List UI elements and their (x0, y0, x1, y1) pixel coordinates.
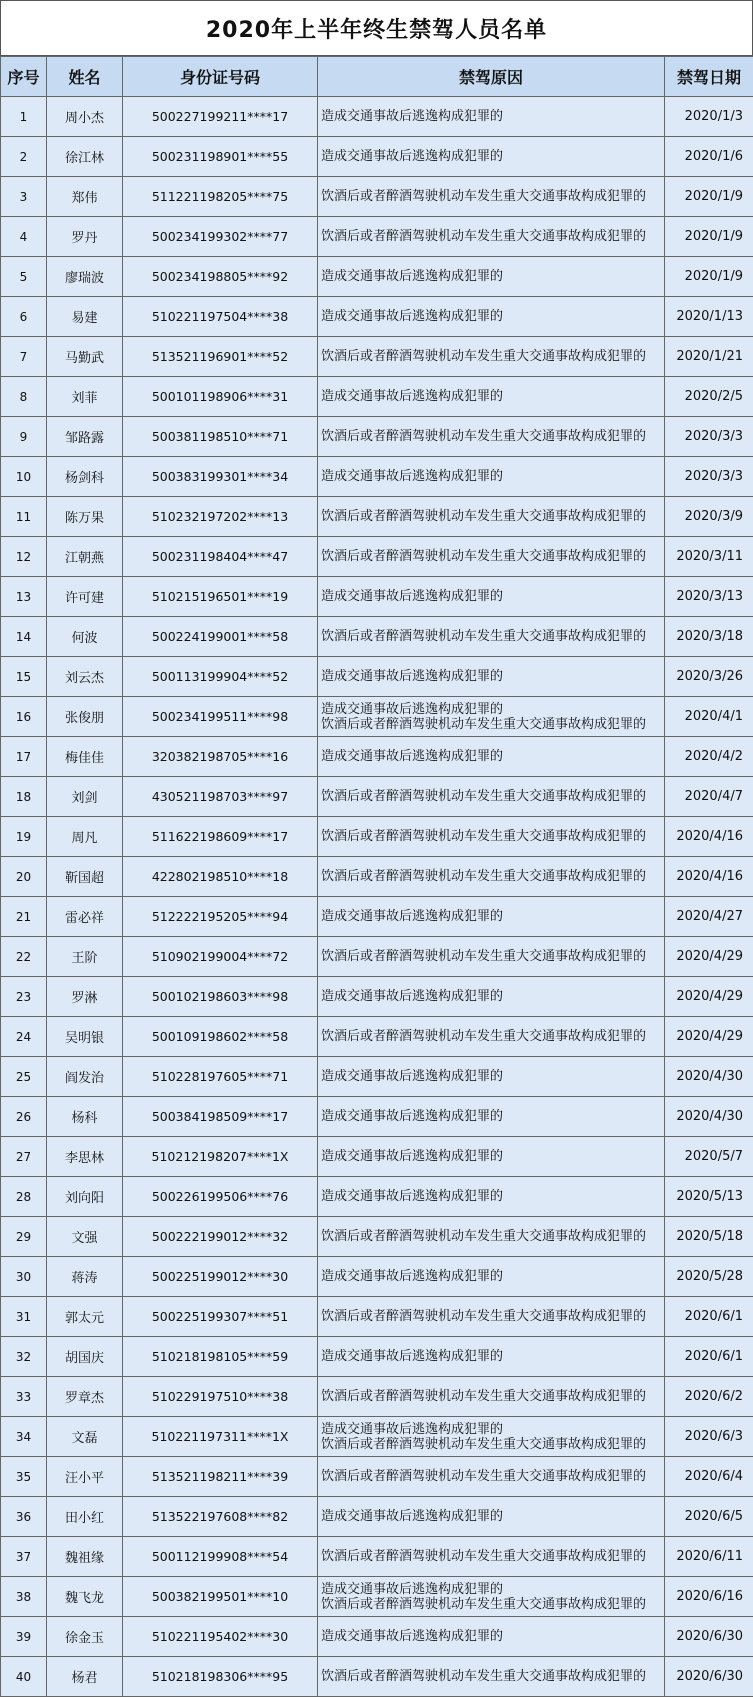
reason-line: 造成交通事故后逃逸构成犯罪的 (321, 1189, 504, 1204)
cell-number: 18 (1, 777, 47, 817)
cell-ban-date: 2020/1/9 (665, 257, 753, 297)
table-row (1, 577, 753, 617)
reason-line: 造成交通事故后逃逸构成犯罪的 (321, 1269, 504, 1284)
table-row (1, 457, 753, 497)
cell-number: 30 (1, 1257, 47, 1297)
cell-number: 34 (1, 1417, 47, 1457)
cell-name: 刘剑 (47, 777, 123, 817)
cell-ban-date: 2020/4/29 (665, 1017, 753, 1057)
table-row (1, 417, 753, 457)
cell-name: 易建 (47, 297, 123, 337)
cell-reason (318, 617, 665, 657)
cell-ban-date: 2020/6/1 (665, 1297, 753, 1337)
cell-id-number: 500113199904****52 (123, 657, 318, 697)
reason-line: 饮酒后或者醉酒驾驶机动车发生重大交通事故构成犯罪的 (321, 949, 647, 964)
cell-name: 蒋涛 (47, 1257, 123, 1297)
cell-ban-date: 2020/4/29 (665, 937, 753, 977)
cell-id-number: 430521198703****97 (123, 777, 318, 817)
cell-ban-date: 2020/4/30 (665, 1097, 753, 1137)
cell-number: 37 (1, 1537, 47, 1577)
table-row (1, 1057, 753, 1097)
reason-line: 饮酒后或者醉酒驾驶机动车发生重大交通事故构成犯罪的 (321, 189, 647, 204)
cell-reason (318, 497, 665, 537)
table-body (1, 97, 753, 1697)
column-header-date: 禁驾日期 (665, 57, 753, 97)
cell-reason (318, 377, 665, 417)
cell-id-number: 510228197605****71 (123, 1057, 318, 1097)
table-row (1, 1537, 753, 1577)
table-row (1, 1377, 753, 1417)
cell-id-number: 511221198205****75 (123, 177, 318, 217)
cell-id-number: 500381198510****71 (123, 417, 318, 457)
cell-name: 梅佳佳 (47, 737, 123, 777)
cell-number: 25 (1, 1057, 47, 1097)
cell-reason (318, 977, 665, 1017)
cell-name: 吴明银 (47, 1017, 123, 1057)
table-row (1, 1417, 753, 1457)
table-row (1, 977, 753, 1017)
cell-name: 文强 (47, 1217, 123, 1257)
cell-reason (318, 937, 665, 977)
cell-name: 文磊 (47, 1417, 123, 1457)
cell-reason (318, 1537, 665, 1577)
cell-ban-date: 2020/6/2 (665, 1377, 753, 1417)
cell-reason (318, 457, 665, 497)
table-row (1, 1577, 753, 1617)
reason-line: 造成交通事故后逃逸构成犯罪的 (321, 1421, 504, 1437)
cell-name: 罗淋 (47, 977, 123, 1017)
cell-number: 35 (1, 1457, 47, 1497)
cell-name: 田小红 (47, 1497, 123, 1537)
reason-line: 饮酒后或者醉酒驾驶机动车发生重大交通事故构成犯罪的 (321, 1436, 647, 1452)
cell-number: 3 (1, 177, 47, 217)
table-row (1, 777, 753, 817)
cell-number: 13 (1, 577, 47, 617)
table-row (1, 1497, 753, 1537)
reason-line: 饮酒后或者醉酒驾驶机动车发生重大交通事故构成犯罪的 (321, 1389, 647, 1404)
cell-ban-date: 2020/5/28 (665, 1257, 753, 1297)
cell-ban-date: 2020/3/3 (665, 457, 753, 497)
cell-name: 罗章杰 (47, 1377, 123, 1417)
table-row (1, 1657, 753, 1697)
reason-line: 造成交通事故后逃逸构成犯罪的 (321, 701, 504, 717)
cell-id-number: 513521196901****52 (123, 337, 318, 377)
reason-line: 造成交通事故后逃逸构成犯罪的 (321, 269, 504, 284)
cell-number: 5 (1, 257, 47, 297)
reason-line: 造成交通事故后逃逸构成犯罪的 (321, 1349, 504, 1364)
cell-ban-date: 2020/6/30 (665, 1657, 753, 1697)
cell-reason (318, 737, 665, 777)
cell-id-number: 510232197202****13 (123, 497, 318, 537)
table-row (1, 1137, 753, 1177)
cell-reason (318, 1617, 665, 1657)
cell-number: 12 (1, 537, 47, 577)
cell-id-number: 500234199302****77 (123, 217, 318, 257)
cell-id-number: 510221197311****1X (123, 1417, 318, 1457)
cell-name: 江朝燕 (47, 537, 123, 577)
cell-reason (318, 1577, 665, 1617)
cell-number: 11 (1, 497, 47, 537)
reason-line: 饮酒后或者醉酒驾驶机动车发生重大交通事故构成犯罪的 (321, 1029, 647, 1044)
table-row (1, 857, 753, 897)
cell-number: 19 (1, 817, 47, 857)
cell-ban-date: 2020/1/6 (665, 137, 753, 177)
reason-line: 造成交通事故后逃逸构成犯罪的 (321, 1509, 504, 1524)
cell-ban-date: 2020/5/13 (665, 1177, 753, 1217)
table-row (1, 937, 753, 977)
column-header-name: 姓名 (47, 57, 123, 97)
cell-name: 许可建 (47, 577, 123, 617)
cell-name: 郑伟 (47, 177, 123, 217)
cell-id-number: 510218198306****95 (123, 1657, 318, 1697)
cell-reason (318, 817, 665, 857)
cell-reason (318, 337, 665, 377)
cell-reason (318, 417, 665, 457)
table-row (1, 697, 753, 737)
cell-id-number: 500112199908****54 (123, 1537, 318, 1577)
cell-name: 雷必祥 (47, 897, 123, 937)
cell-reason (318, 1057, 665, 1097)
cell-reason (318, 657, 665, 697)
cell-reason (318, 1457, 665, 1497)
cell-name: 邹路露 (47, 417, 123, 457)
cell-number: 31 (1, 1297, 47, 1337)
cell-name: 刘向阳 (47, 1177, 123, 1217)
table-row (1, 617, 753, 657)
reason-line: 饮酒后或者醉酒驾驶机动车发生重大交通事故构成犯罪的 (321, 869, 647, 884)
cell-ban-date: 2020/6/5 (665, 1497, 753, 1537)
cell-number: 15 (1, 657, 47, 697)
cell-reason (318, 1417, 665, 1457)
cell-ban-date: 2020/4/16 (665, 857, 753, 897)
cell-number: 29 (1, 1217, 47, 1257)
cell-name: 徐金玉 (47, 1617, 123, 1657)
cell-name: 何波 (47, 617, 123, 657)
reason-line: 造成交通事故后逃逸构成犯罪的 (321, 989, 504, 1004)
cell-name: 廖瑞波 (47, 257, 123, 297)
cell-reason (318, 177, 665, 217)
table-row (1, 657, 753, 697)
cell-ban-date: 2020/4/2 (665, 737, 753, 777)
cell-reason (318, 777, 665, 817)
cell-ban-date: 2020/4/27 (665, 897, 753, 937)
cell-ban-date: 2020/6/4 (665, 1457, 753, 1497)
cell-ban-date: 2020/5/7 (665, 1137, 753, 1177)
cell-id-number: 510221197504****38 (123, 297, 318, 337)
reason-line: 造成交通事故后逃逸构成犯罪的 (321, 309, 504, 324)
table-row (1, 137, 753, 177)
reason-line: 造成交通事故后逃逸构成犯罪的 (321, 909, 504, 924)
cell-name: 杨君 (47, 1657, 123, 1697)
cell-reason (318, 537, 665, 577)
cell-name: 刘菲 (47, 377, 123, 417)
cell-number: 8 (1, 377, 47, 417)
reason-line: 饮酒后或者醉酒驾驶机动车发生重大交通事故构成犯罪的 (321, 549, 647, 564)
cell-reason (318, 1097, 665, 1137)
cell-name: 徐江林 (47, 137, 123, 177)
reason-line: 饮酒后或者醉酒驾驶机动车发生重大交通事故构成犯罪的 (321, 1669, 647, 1684)
reason-line: 饮酒后或者醉酒驾驶机动车发生重大交通事故构成犯罪的 (321, 829, 647, 844)
table-row (1, 897, 753, 937)
cell-reason (318, 897, 665, 937)
table-row (1, 217, 753, 257)
cell-id-number: 500222199012****32 (123, 1217, 318, 1257)
table-row (1, 177, 753, 217)
cell-number: 20 (1, 857, 47, 897)
reason-line: 饮酒后或者醉酒驾驶机动车发生重大交通事故构成犯罪的 (321, 1229, 647, 1244)
cell-reason (318, 297, 665, 337)
reason-line: 造成交通事故后逃逸构成犯罪的 (321, 669, 504, 684)
cell-id-number: 500225199307****51 (123, 1297, 318, 1337)
cell-number: 39 (1, 1617, 47, 1657)
cell-name: 张俊朋 (47, 697, 123, 737)
reason-line: 饮酒后或者醉酒驾驶机动车发生重大交通事故构成犯罪的 (321, 1309, 647, 1324)
cell-id-number: 320382198705****16 (123, 737, 318, 777)
reason-line: 造成交通事故后逃逸构成犯罪的 (321, 109, 504, 124)
cell-ban-date: 2020/4/16 (665, 817, 753, 857)
cell-id-number: 500234199511****98 (123, 697, 318, 737)
cell-name: 汪小平 (47, 1457, 123, 1497)
cell-name: 魏飞龙 (47, 1577, 123, 1617)
cell-number: 24 (1, 1017, 47, 1057)
cell-id-number: 500225199012****30 (123, 1257, 318, 1297)
cell-name: 周凡 (47, 817, 123, 857)
cell-number: 40 (1, 1657, 47, 1697)
cell-number: 7 (1, 337, 47, 377)
cell-ban-date: 2020/6/1 (665, 1337, 753, 1377)
cell-ban-date: 2020/6/3 (665, 1417, 753, 1457)
cell-id-number: 510218198105****59 (123, 1337, 318, 1377)
cell-ban-date: 2020/1/9 (665, 217, 753, 257)
table-row (1, 1177, 753, 1217)
cell-number: 10 (1, 457, 47, 497)
cell-reason (318, 1137, 665, 1177)
cell-reason (318, 217, 665, 257)
cell-reason (318, 1337, 665, 1377)
column-header-number: 序号 (1, 57, 47, 97)
cell-name: 阎发治 (47, 1057, 123, 1097)
cell-name: 周小杰 (47, 97, 123, 137)
cell-name: 陈万果 (47, 497, 123, 537)
table-row (1, 817, 753, 857)
cell-id-number: 500224199001****58 (123, 617, 318, 657)
cell-ban-date: 2020/3/18 (665, 617, 753, 657)
reason-line: 造成交通事故后逃逸构成犯罪的 (321, 469, 504, 484)
cell-ban-date: 2020/5/18 (665, 1217, 753, 1257)
reason-line: 造成交通事故后逃逸构成犯罪的 (321, 589, 504, 604)
cell-name: 马勤武 (47, 337, 123, 377)
cell-name: 胡国庆 (47, 1337, 123, 1377)
cell-name: 魏祖缘 (47, 1537, 123, 1577)
cell-id-number: 500383199301****34 (123, 457, 318, 497)
cell-id-number: 500382199501****10 (123, 1577, 318, 1617)
cell-reason (318, 1177, 665, 1217)
cell-ban-date: 2020/1/9 (665, 177, 753, 217)
cell-number: 22 (1, 937, 47, 977)
cell-ban-date: 2020/4/29 (665, 977, 753, 1017)
cell-id-number: 510215196501****19 (123, 577, 318, 617)
table-row (1, 297, 753, 337)
reason-line: 饮酒后或者醉酒驾驶机动车发生重大交通事故构成犯罪的 (321, 509, 647, 524)
reason-line: 饮酒后或者醉酒驾驶机动车发生重大交通事故构成犯罪的 (321, 1596, 647, 1612)
table-row (1, 537, 753, 577)
cell-number: 6 (1, 297, 47, 337)
cell-number: 23 (1, 977, 47, 1017)
cell-reason (318, 577, 665, 617)
reason-line: 造成交通事故后逃逸构成犯罪的 (321, 1629, 504, 1644)
cell-number: 38 (1, 1577, 47, 1617)
cell-id-number: 511622198609****17 (123, 817, 318, 857)
cell-number: 4 (1, 217, 47, 257)
reason-line: 饮酒后或者醉酒驾驶机动车发生重大交通事故构成犯罪的 (321, 349, 647, 364)
reason-line: 造成交通事故后逃逸构成犯罪的 (321, 149, 504, 164)
reason-line: 造成交通事故后逃逸构成犯罪的 (321, 1581, 504, 1597)
cell-number: 26 (1, 1097, 47, 1137)
cell-id-number: 500227199211****17 (123, 97, 318, 137)
cell-reason (318, 1257, 665, 1297)
table-row (1, 1617, 753, 1657)
cell-id-number: 510221195402****30 (123, 1617, 318, 1657)
cell-reason (318, 1017, 665, 1057)
table-row (1, 1297, 753, 1337)
cell-number: 28 (1, 1177, 47, 1217)
cell-ban-date: 2020/4/1 (665, 697, 753, 737)
reason-line: 饮酒后或者醉酒驾驶机动车发生重大交通事故构成犯罪的 (321, 1469, 647, 1484)
cell-id-number: 500226199506****76 (123, 1177, 318, 1217)
ban-list-table (0, 56, 753, 1697)
table-row (1, 1257, 753, 1297)
cell-number: 27 (1, 1137, 47, 1177)
cell-reason (318, 137, 665, 177)
cell-id-number: 422802198510****18 (123, 857, 318, 897)
cell-ban-date: 2020/6/11 (665, 1537, 753, 1577)
cell-name: 李思林 (47, 1137, 123, 1177)
cell-name: 杨剑科 (47, 457, 123, 497)
cell-ban-date: 2020/6/30 (665, 1617, 753, 1657)
table-row (1, 377, 753, 417)
cell-ban-date: 2020/3/26 (665, 657, 753, 697)
cell-id-number: 500101198906****31 (123, 377, 318, 417)
cell-number: 21 (1, 897, 47, 937)
cell-reason (318, 1497, 665, 1537)
cell-id-number: 512222195205****94 (123, 897, 318, 937)
cell-number: 14 (1, 617, 47, 657)
cell-number: 9 (1, 417, 47, 457)
cell-number: 33 (1, 1377, 47, 1417)
cell-reason (318, 257, 665, 297)
reason-line: 饮酒后或者醉酒驾驶机动车发生重大交通事故构成犯罪的 (321, 716, 647, 732)
table-row (1, 337, 753, 377)
cell-name: 杨科 (47, 1097, 123, 1137)
cell-ban-date: 2020/3/13 (665, 577, 753, 617)
cell-name: 罗丹 (47, 217, 123, 257)
reason-line: 造成交通事故后逃逸构成犯罪的 (321, 1149, 504, 1164)
reason-line: 饮酒后或者醉酒驾驶机动车发生重大交通事故构成犯罪的 (321, 229, 647, 244)
cell-name: 郭太元 (47, 1297, 123, 1337)
table-row (1, 257, 753, 297)
reason-line: 造成交通事故后逃逸构成犯罪的 (321, 749, 504, 764)
cell-reason (318, 1297, 665, 1337)
cell-ban-date: 2020/1/13 (665, 297, 753, 337)
table-row (1, 1017, 753, 1057)
cell-number: 2 (1, 137, 47, 177)
cell-id-number: 510229197510****38 (123, 1377, 318, 1417)
cell-name: 靳国超 (47, 857, 123, 897)
cell-number: 36 (1, 1497, 47, 1537)
cell-ban-date: 2020/3/9 (665, 497, 753, 537)
cell-reason (318, 697, 665, 737)
cell-reason (318, 1377, 665, 1417)
cell-id-number: 500234198805****92 (123, 257, 318, 297)
reason-line: 饮酒后或者醉酒驾驶机动车发生重大交通事故构成犯罪的 (321, 1549, 647, 1564)
column-header-id: 身份证号码 (123, 57, 318, 97)
cell-ban-date: 2020/3/11 (665, 537, 753, 577)
cell-reason (318, 97, 665, 137)
cell-id-number: 500109198602****58 (123, 1017, 318, 1057)
table-row (1, 737, 753, 777)
cell-ban-date: 2020/1/3 (665, 97, 753, 137)
cell-reason (318, 1217, 665, 1257)
page-title: 2020年上半年终生禁驾人员名单 (0, 0, 753, 56)
reason-line: 饮酒后或者醉酒驾驶机动车发生重大交通事故构成犯罪的 (321, 429, 647, 444)
column-header-reason: 禁驾原因 (318, 57, 665, 97)
cell-ban-date: 2020/4/30 (665, 1057, 753, 1097)
cell-ban-date: 2020/2/5 (665, 377, 753, 417)
cell-ban-date: 2020/3/3 (665, 417, 753, 457)
cell-name: 刘云杰 (47, 657, 123, 697)
reason-line: 造成交通事故后逃逸构成犯罪的 (321, 1109, 504, 1124)
reason-line: 造成交通事故后逃逸构成犯罪的 (321, 1069, 504, 1084)
reason-line: 饮酒后或者醉酒驾驶机动车发生重大交通事故构成犯罪的 (321, 789, 647, 804)
cell-ban-date: 2020/1/21 (665, 337, 753, 377)
cell-id-number: 513522197608****82 (123, 1497, 318, 1537)
cell-id-number: 510212198207****1X (123, 1137, 318, 1177)
header-row (1, 57, 753, 97)
cell-ban-date: 2020/6/16 (665, 1577, 753, 1617)
table-row (1, 497, 753, 537)
cell-ban-date: 2020/4/7 (665, 777, 753, 817)
cell-number: 1 (1, 97, 47, 137)
reason-line: 造成交通事故后逃逸构成犯罪的 (321, 389, 504, 404)
cell-id-number: 513521198211****39 (123, 1457, 318, 1497)
cell-reason (318, 1657, 665, 1697)
cell-id-number: 500231198404****47 (123, 537, 318, 577)
table-row (1, 1097, 753, 1137)
cell-number: 17 (1, 737, 47, 777)
cell-id-number: 500384198509****17 (123, 1097, 318, 1137)
table-row (1, 97, 753, 137)
table-row (1, 1337, 753, 1377)
table-row (1, 1457, 753, 1497)
cell-id-number: 500102198603****98 (123, 977, 318, 1017)
cell-id-number: 510902199004****72 (123, 937, 318, 977)
cell-id-number: 500231198901****55 (123, 137, 318, 177)
cell-number: 16 (1, 697, 47, 737)
reason-line: 饮酒后或者醉酒驾驶机动车发生重大交通事故构成犯罪的 (321, 629, 647, 644)
cell-number: 32 (1, 1337, 47, 1377)
cell-name: 王阶 (47, 937, 123, 977)
cell-reason (318, 857, 665, 897)
table-row (1, 1217, 753, 1257)
